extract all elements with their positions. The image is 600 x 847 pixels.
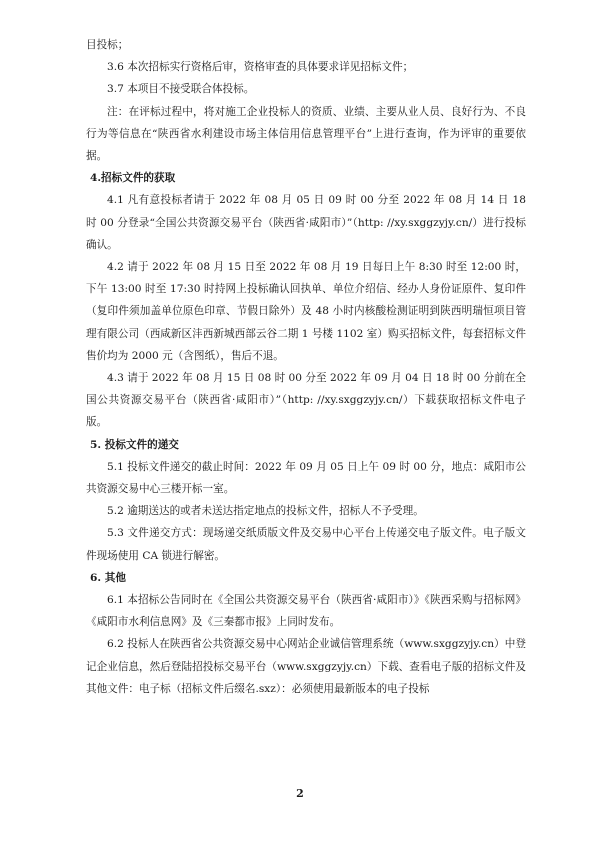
paragraph: 3.7 本项目不接受联合体投标。 — [107, 83, 255, 96]
section-heading: 6. 其他 — [90, 571, 126, 584]
paragraph: 5.3 文件递交方式：现场递交纸质版文件及交易中心平台上传递交电子版文件。电子版文件现场使用 CA 锁进行解密。 — [86, 527, 526, 562]
paragraph: 6.1 本招标公告同时在《全国公共资源交易平台（陕西省·咸阳市）》《陕西采购与招标网》《咸阳市水利信息网》及《三秦都市报》上同时发布。 — [86, 594, 526, 629]
paragraph: 5.2 逾期送达的或者未送达指定地点的投标文件，招标人不予受理。 — [107, 505, 424, 518]
page-number: 2 — [296, 787, 304, 800]
paragraph: 6.2 投标人在陕西省公共资源交易中心网站企业诚信管理系统（www.sxggzyjy.cn）中登记企业信息，然后登陆招投标交易平台（www.sxggzyjy.cn）下载、查看电子版的招标文件及其他文件：电子标（招标文件后缀名.sxz）：必须使用最新版本的电子投标 — [86, 638, 526, 695]
section-heading: 5. 投标文件的递交 — [90, 438, 179, 451]
paragraph: 3.6 本次招标实行资格后审，资格审查的具体要求详见招标文件； — [107, 61, 414, 74]
paragraph: 4.3 请于 2022 年 08 月 15 日 08 时 00 分至 2022 年 09 月 04 日 18 时 00 分前在全国公共资源交易平台（陕西省·咸阳市）”（http: //xy.sxggzyjy.cn/）下载获取招标文件电子版。 — [86, 372, 526, 429]
section-heading: 4.招标文件的获取 — [90, 172, 176, 185]
paragraph: 4.1 凡有意投标者请于 2022 年 08 月 05 日 09 时 00 分至 2022 年 08 月 14 日 18 时 00 分登录“全国公共资源交易平台（陕西省·咸阳市）”（http: //xy.sxggzyjy.cn/）进行投标确认。 — [86, 194, 526, 251]
paragraph: 5.1 投标文件递交的截止时间：2022 年 09 月 05 日上午 09 时 00 分，地点：咸阳市公共资源交易中心三楼开标一室。 — [86, 460, 526, 496]
paragraph: 4.2 请于 2022 年 08 月 15 日至 2022 年 08 月 19 日每日上午 8:30 时至 12:00 时，下午 13:00 时至 17:30 时持网上投标确认回执单、单位介绍信、经办人身份证原件、复印件（复印件须加盖单位原色印章、节假日除外）及 48 小时内核酸检测证明到陕西明瑞恒项目管理有限公司（西咸新区沣西新城西部云谷二期 1 号楼 1102 室）购买招标文件，每套招标文件售价均为 2000 元（含图纸），售后不退。 — [86, 261, 526, 362]
document-body — [86, 34, 526, 700]
paragraph: 注：在评标过程中，将对施工企业投标人的资质、业绩、主要从业人员、良好行为、不良行为等信息在“陕西省水利建设市场主体信用信息管理平台”上进行查询，作为评审的重要依据。 — [86, 105, 526, 163]
paragraph: 目投标； — [86, 39, 129, 51]
